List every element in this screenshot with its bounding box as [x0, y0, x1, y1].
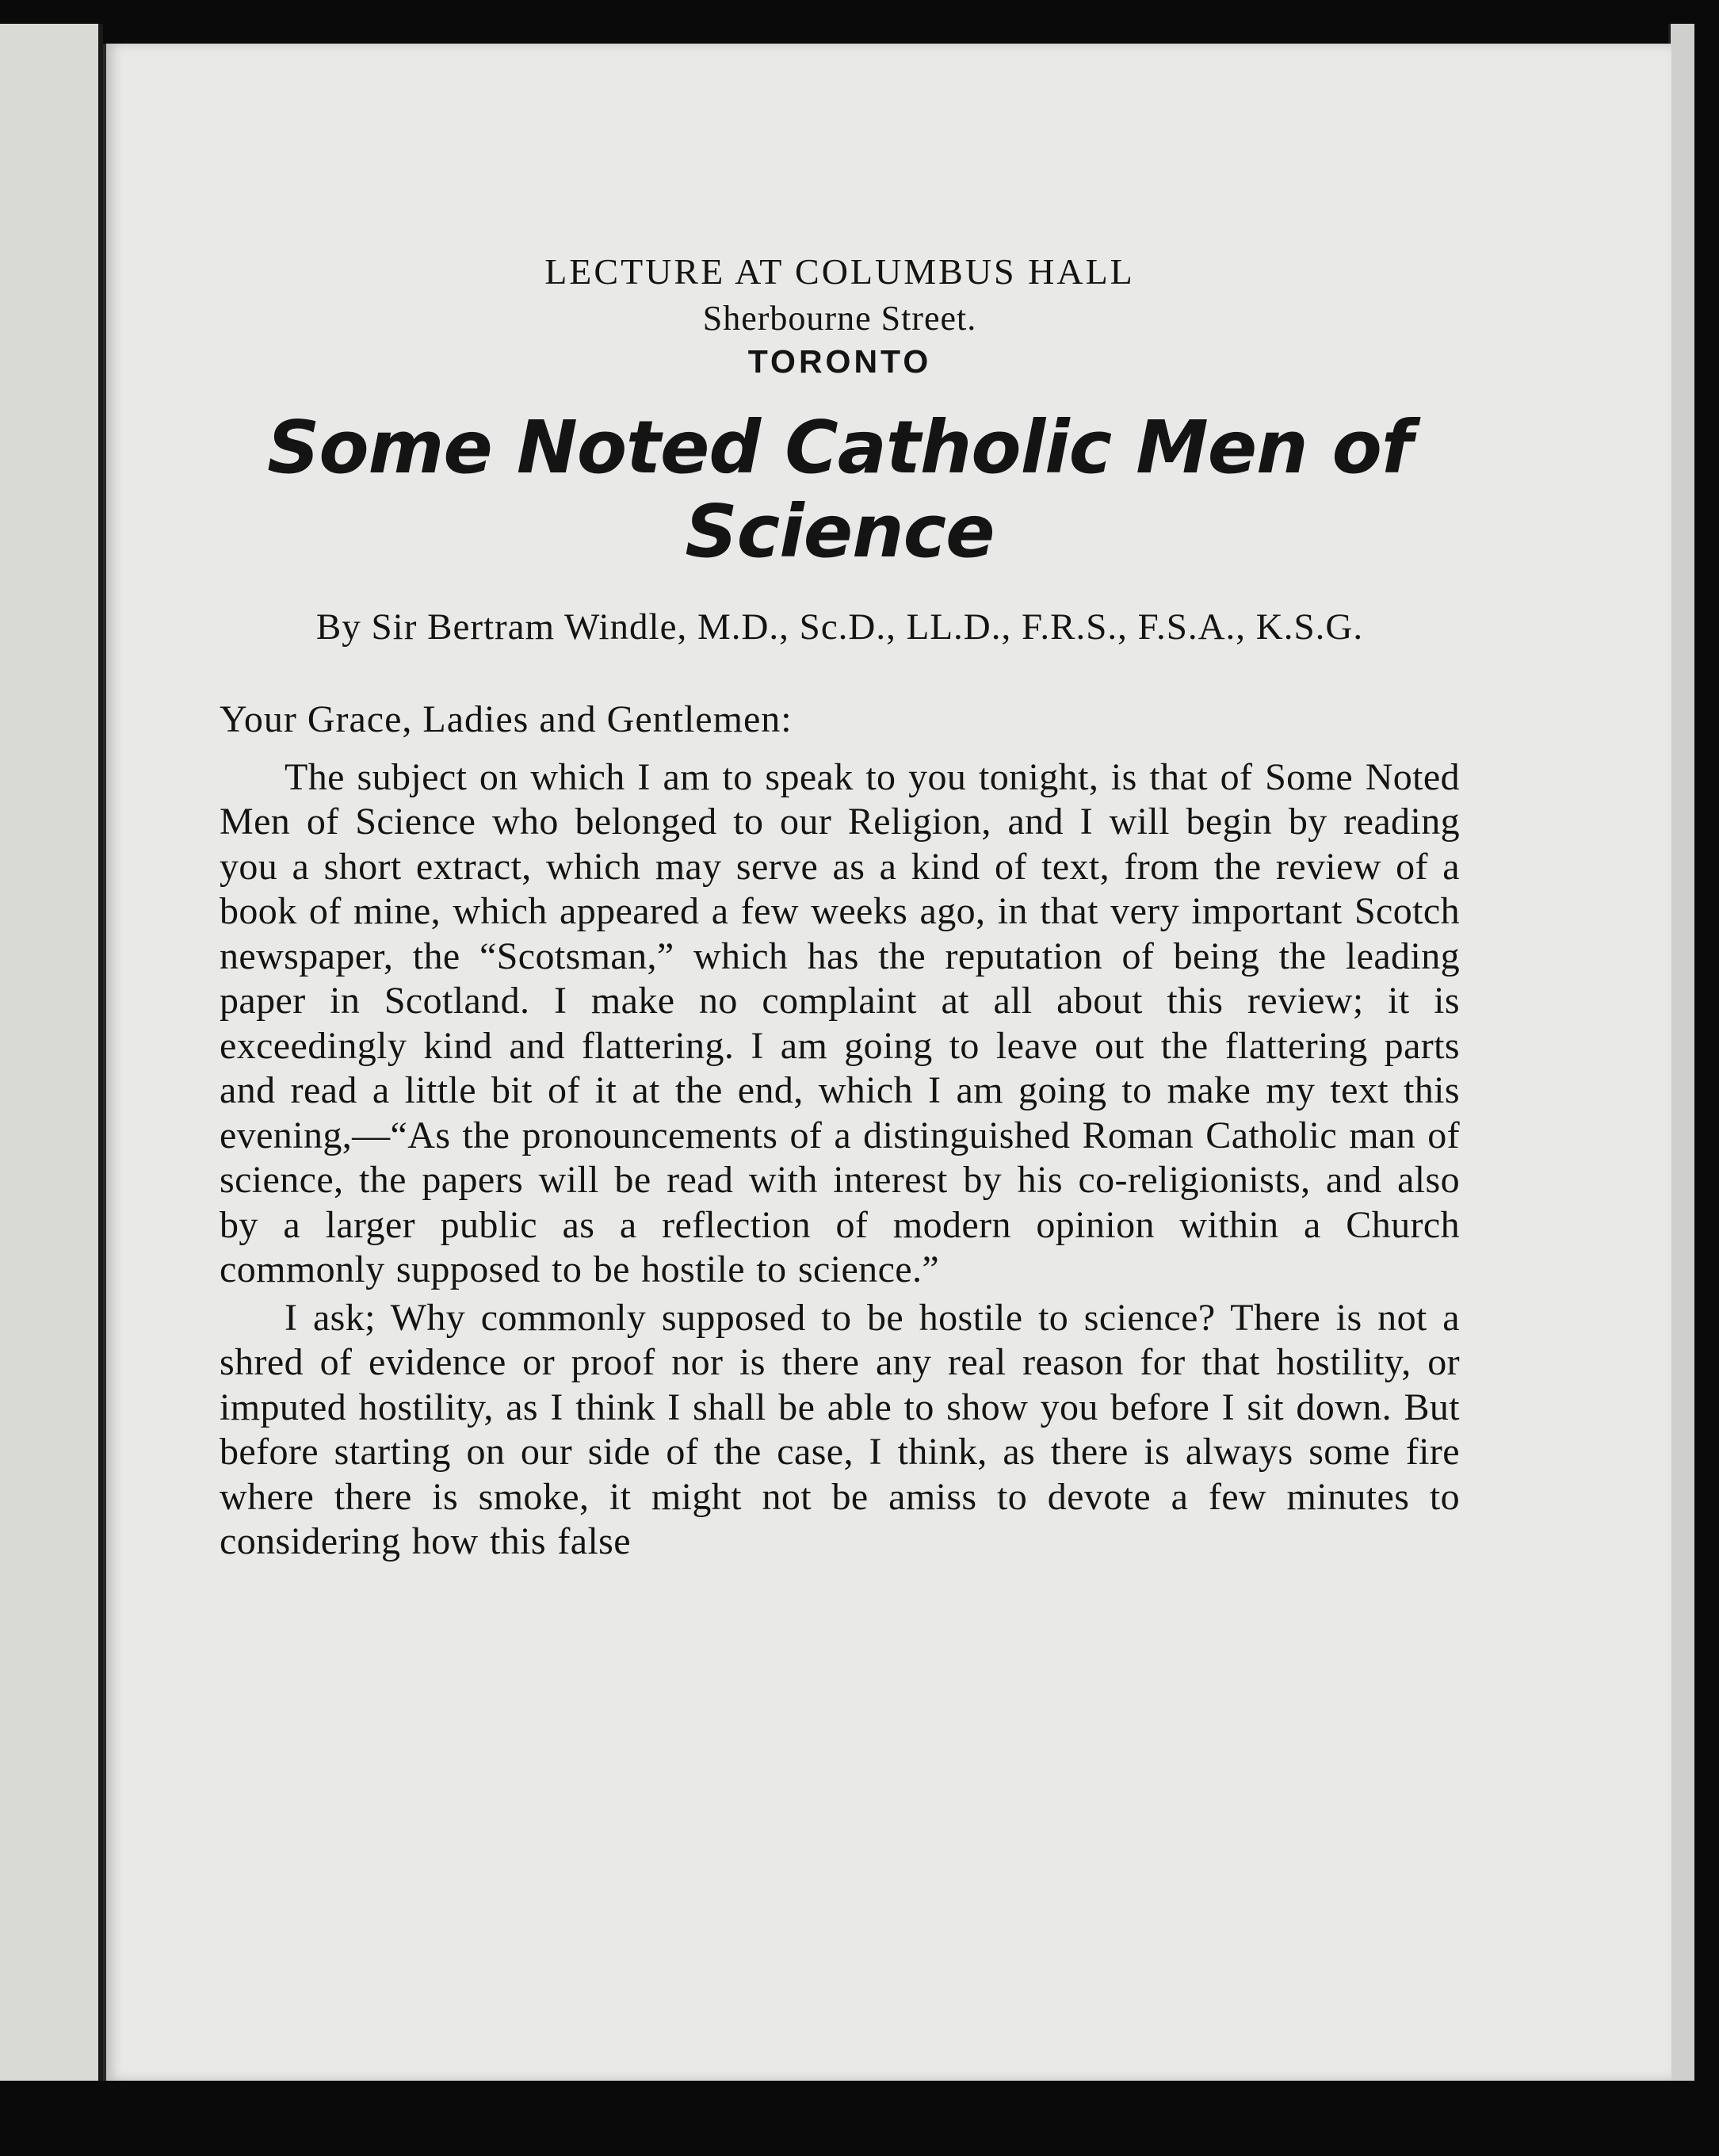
scan-bottom-border — [0, 2081, 1719, 2156]
page-right-edge — [1668, 24, 1694, 2093]
facing-page-edge — [0, 24, 103, 2093]
city-line: TORONTO — [747, 342, 932, 380]
author-byline: By Sir Bertram Windle, M.D., Sc.D., LL.D., F.R.S., F.S.A., K.S.G. — [315, 606, 1364, 648]
street-line: Sherbourne Street. — [702, 298, 977, 338]
salutation: Your Grace, Ladies and Gentlemen: — [220, 698, 793, 740]
lecture-title: Some Noted Catholic Men of Science — [267, 404, 1412, 574]
page-content — [220, 202, 1460, 1565]
body-paragraph: I ask; Why commonly supposed to be hostile to science? There is not a shred of evidence or proof nor is there any real reason for that hostility, or imputed hostility, as I think I shall be able to show you before I sit down. But before starting on our side of the case, I think, as there is always some fire where there is smoke, it might not be amiss to devote a few minutes to considering how this false — [220, 1296, 1460, 1563]
venue-line: LECTURE AT COLUMBUS HALL — [544, 251, 1135, 292]
lecture-header — [220, 251, 1460, 648]
body-paragraph: The subject on which I am to speak to you tonight, is that of Some Noted Men of Science who belonged to our Religion, and I will begin by reading you a short extract, which may serve as a kind of text, from the review of a book of mine, which appeared a few weeks ago, in that very important Scotch newspaper, the “Scotsman,” which has the reputation of being the leading paper in Scotland. I make no complaint at all about this review; it is exceedingly kind and flattering. I am going to leave out the flattering parts and read a little bit of it at the end, which I am going to make my text this evening,—“As the pronouncements of a distinguished Roman Catholic man of science, the papers will be read with interest by his co-religionists, and also by a larger public as a reflection of modern opinion within a Church commonly supposed to be hostile to science.” — [220, 755, 1460, 1291]
